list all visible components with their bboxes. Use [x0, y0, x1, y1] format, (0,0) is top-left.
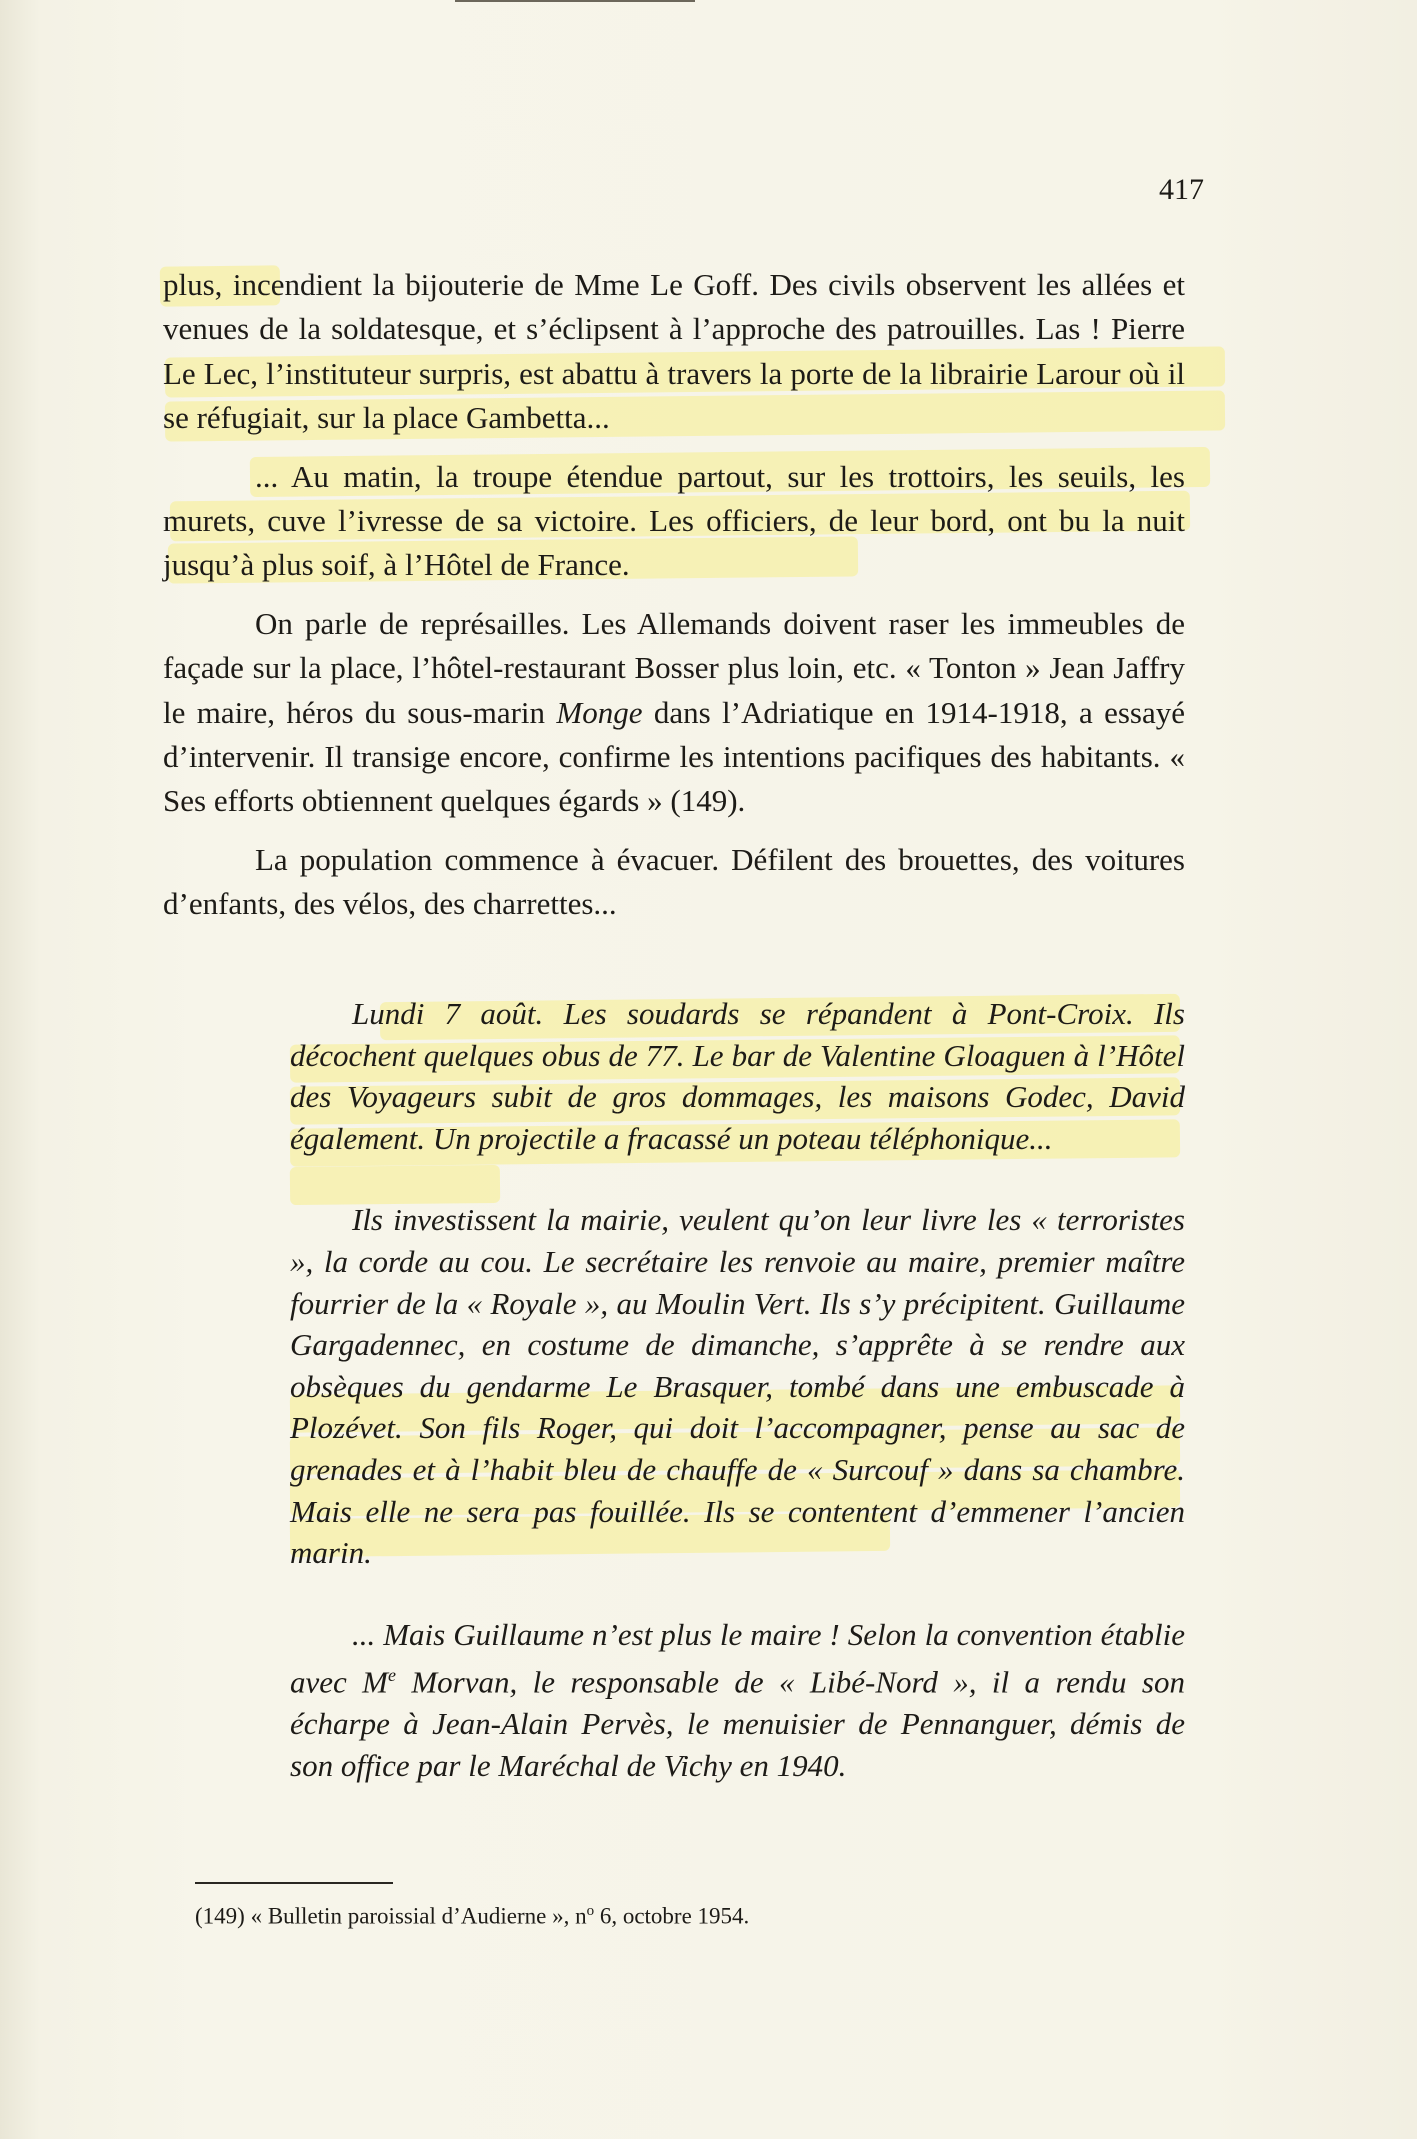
- footnote-text: 6, octobre 1954.: [594, 1903, 750, 1929]
- footnote-rule: [195, 1882, 393, 1884]
- paragraph-text: Morvan, le responsable de « Libé-Nord », il a rendu son écharpe à Jean-Alain Pervès, le menuisier de Pennanguer, démis de son office par le Maréchal de Vichy en 1940.: [290, 1664, 1185, 1783]
- superscript: o: [586, 1903, 595, 1919]
- paragraph-text: ... Mais Guillaume n’est plus le maire ! Selon la convention établie avec M: [290, 1616, 1185, 1700]
- footnote-text: « Bulletin paroissial d’Audierne », n: [250, 1903, 587, 1929]
- paragraph: plus, incendient la bijouterie de Mme Le Goff. Des civils observent les allées et venues de la soldatesque, et s’éclipsent à l’approche des patrouilles. Las ! Pierre Le Lec, l’instituteur surpris, est abattu à travers la porte de la librairie Larour où il se réfugiait, sur la place Gambetta...: [163, 267, 1185, 436]
- paragraph-text: On parle de représailles. Les Allemands doivent raser les immeubles de façade sur la place, l’hôtel-restaurant Bosser plus loin, etc. « Tonton » Jean Jaffry le maire, héros du sous-marin: [163, 605, 1185, 730]
- italic-paragraph: Ils investissent la mairie, veulent qu’on leur livre les « terroristes », la corde au cou. Le secrétaire les renvoie au maire, premier maître fourrier de la « Royale », au Moulin Vert. Ils s’y précipitent. Guillaume Gargadennec, en costume de dimanche, s’apprête à se rendre aux obsèques du gendarme Le Brasquer, tombé dans une embuscade à Plozévet. Son fils Roger, qui doit l’accompagner, pense au sac de grenades et à l’habit bleu de chauffe de « Surcouf » dans sa chambre. Mais elle ne sera pas fouillée. Ils se contentent d’emmener l’ancien marin.: [290, 1202, 1185, 1571]
- paragraph: [163, 602, 1185, 824]
- superscript: e: [387, 1665, 396, 1686]
- page-number: 417: [1159, 173, 1204, 206]
- footnote: [195, 1895, 1185, 1933]
- italic-paragraph: [290, 1614, 1185, 1787]
- paragraph: ... Au matin, la troupe étendue partout, sur les trottoirs, les seuils, les murets, cuve l’ivresse de sa victoire. Les officiers, de leur bord, ont bu la nuit jusqu’à plus soif, à l’Hôtel de France.: [163, 458, 1185, 583]
- paragraph-text: dans l’Adriatique en 1914-1918, a essayé d’intervenir. Il transige encore, confirme les intentions pacifiques des habitants. « Ses efforts obtiennent quelques égards » (149).: [163, 694, 1185, 819]
- italic-quote-block: [290, 993, 1185, 1786]
- footnote-number: (149): [195, 1903, 245, 1929]
- paragraph: La population commence à évacuer. Défilent des brouettes, des voitures d’enfants, des vélos, des charrettes...: [163, 841, 1185, 922]
- scan-edge-mark: [455, 0, 695, 2]
- italic-paragraph: Lundi 7 août. Les soudards se répandent à Pont-Croix. Ils décochent quelques obus de 77. Le bar de Valentine Gloaguen à l’Hôtel des Voyageurs subit de gros dommages, les maisons Godec, David également. Un projectile a fracassé un poteau téléphonique...: [290, 996, 1185, 1156]
- submarine-name: Monge: [556, 694, 643, 730]
- body-text: [163, 263, 1185, 927]
